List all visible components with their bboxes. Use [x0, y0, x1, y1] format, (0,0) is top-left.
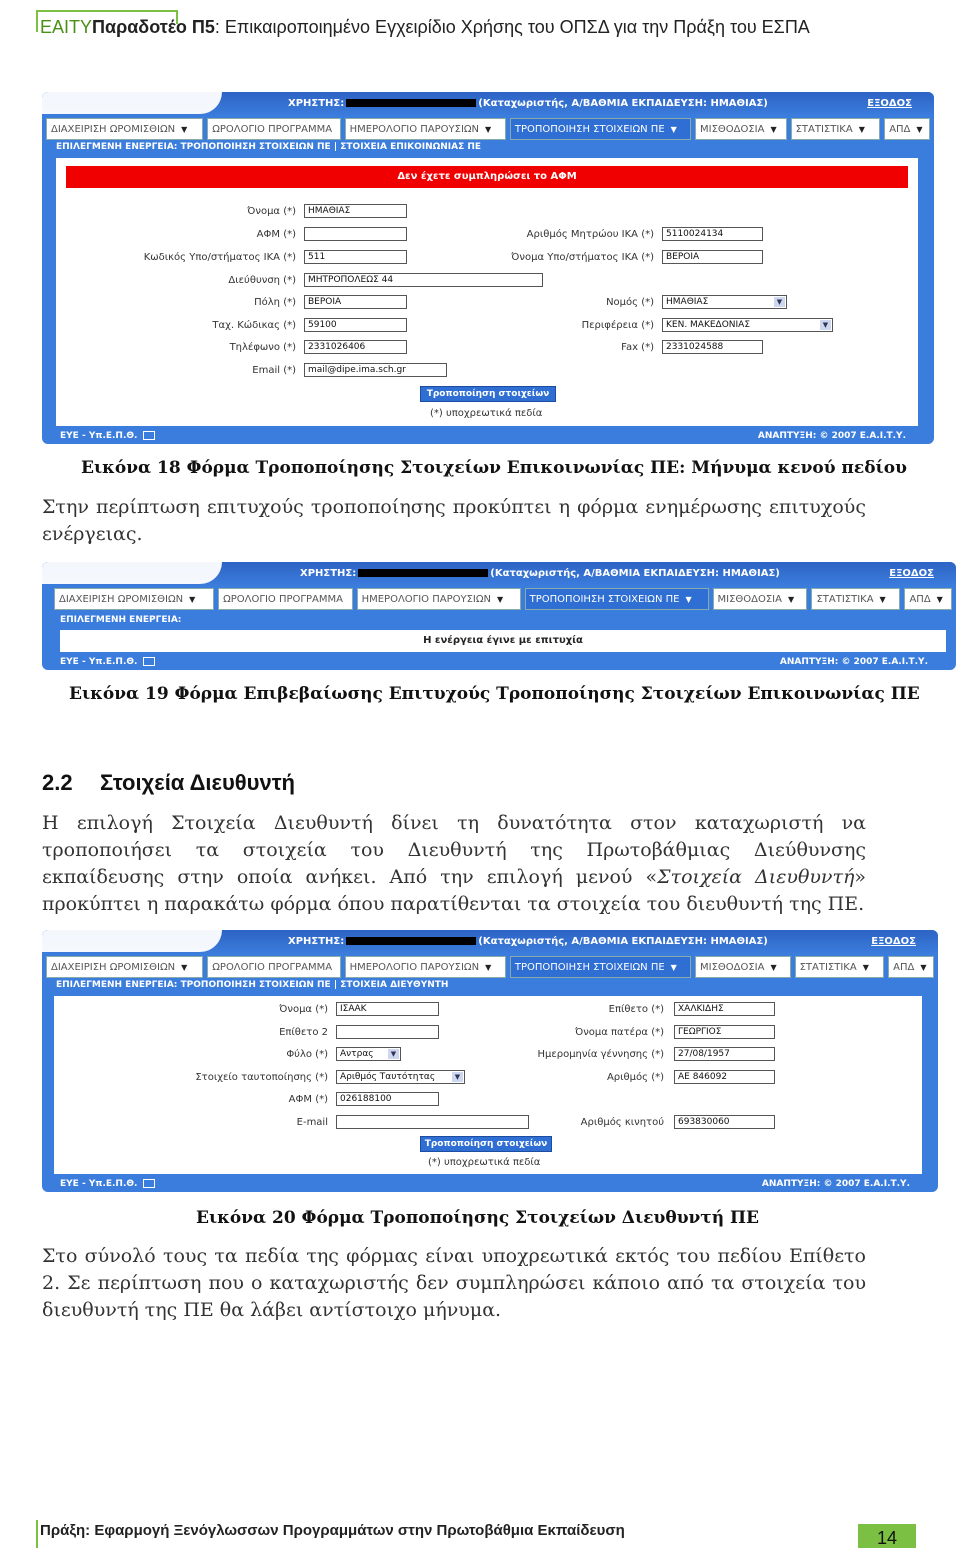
menu-label: ΜΙΣΘΟΔΟΣΙΑ: [700, 123, 765, 135]
main-menu: [46, 956, 934, 978]
user-prefix: ΧΡΗΣΤΗΣ:: [300, 568, 357, 579]
paragraph-2: [42, 810, 866, 918]
redacted-username: [346, 937, 476, 945]
paragraph-2-text-b: » προκύπτει η παρακάτω φόρμα όπου παρατίθενται τα στοιχεία του διευθυντή της ΠΕ.: [42, 866, 866, 915]
page-header: [40, 16, 870, 38]
footer-right: ΑΝΑΠΤΥΞΗ: © 2007 Ε.Α.Ι.Τ.Υ.: [757, 431, 906, 441]
header-rule: [36, 10, 178, 12]
exit-link[interactable]: ΕΞΟΔΟΣ: [889, 568, 934, 579]
father-name-field[interactable]: ΓΕΩΡΓΙΟΣ: [674, 1025, 775, 1039]
footer-rule: [36, 1520, 38, 1548]
paragraph-1: Στην περίπτωση επιτυχούς τροποποίησης προκύπτει η φόρμα ενημέρωσης επιτυχούς ενέργειας.: [42, 496, 866, 545]
figure-20-caption: Εικόνα 20 Φόρμα Τροποποίησης Στοιχείων Διευθυντή ΠΕ: [196, 1208, 760, 1228]
field-label: Κωδικός Υπο/στήματος ΙΚΑ (*): [143, 252, 296, 263]
field-label: Διεύθυνση (*): [228, 275, 296, 286]
user-role: (Καταχωριστής, Α/ΒΑΘΜΙΑ ΕΚΠΑΙΔΕΥΣΗ: ΗΜΑΘΙΑΣ): [478, 98, 768, 109]
field-label: Επίθετο 2: [279, 1027, 328, 1038]
user-info: [288, 98, 768, 109]
header-org: ΕΑΙΤΥ: [40, 17, 93, 37]
field-label: Όνομα (*): [279, 1004, 328, 1015]
menu-label: ΩΡΟΛΟΓΙΟ ΠΡΟΓΡΑΜΜΑ: [212, 123, 333, 135]
footer-left-text: ΕΥΕ - Υπ.Ε.Π.Θ.: [60, 431, 138, 441]
menu-label: ΜΙΣΘΟΔΟΣΙΑ: [717, 593, 782, 605]
chevron-down-icon: ▼: [181, 124, 188, 134]
select-value: Αντρας: [340, 1049, 374, 1059]
user-role: (Καταχωριστής, Α/ΒΑΘΜΙΑ ΕΚΠΑΙΔΕΥΣΗ: ΗΜΑΘΙΑΣ): [478, 936, 768, 947]
menu-label: ΤΡΟΠΟΠΟΙΗΣΗ ΣΤΟΙΧΕΙΩΝ ΠΕ: [514, 123, 665, 135]
figure-19-screenshot: [42, 562, 956, 670]
selected-action: ΕΠΙΛΕΓΜΕΝΗ ΕΝΕΡΓΕΙΑ:: [60, 615, 182, 625]
figure-19-caption: Εικόνα 19 Φόρμα Επιβεβαίωσης Επιτυχούς Τροποποίησης Στοιχείων Επικοινωνίας ΠΕ: [69, 684, 920, 704]
chevron-down-icon: ▼: [820, 320, 831, 330]
menu-label: ΤΡΟΠΟΠΟΙΗΣΗ ΣΤΟΙΧΕΙΩΝ ΠΕ: [529, 593, 680, 605]
field-label: Email (*): [252, 365, 296, 376]
select-value: Αριθμός Ταυτότητας: [340, 1072, 436, 1082]
prefecture-select[interactable]: [662, 295, 787, 309]
menu-label: ΣΤΑΤΙΣΤΙΚΑ: [799, 961, 857, 973]
ika-registry-field[interactable]: 5110024134: [662, 227, 763, 241]
submit-button[interactable]: Τροποποίηση στοιχείων: [420, 386, 556, 402]
menu-item-payroll[interactable]: [713, 588, 808, 610]
chevron-down-icon: ▼: [920, 962, 927, 972]
chevron-down-icon: ▼: [936, 594, 943, 604]
email-field[interactable]: mail@dipe.ima.sch.gr: [304, 363, 447, 377]
menu-item-apd[interactable]: [884, 118, 930, 140]
menu-item-hourly[interactable]: [46, 956, 203, 978]
field-label: Αριθμός Μητρώου ΙΚΑ (*): [526, 229, 654, 240]
header-deliverable: Παραδοτέο Π5: [92, 17, 215, 37]
form-area: [56, 158, 918, 426]
paragraph-3: Στο σύνολό τους τα πεδία της φόρμας είναι υποχρεωτικά εκτός του πεδίου Επίθετο 2. Σε περίπτωση που ο καταχωριστής δεν συμπληρώσει κάποιο από τα στοιχεία του διευθυντή της ΠΕ θα λάβει αντίστοιχο μήνυμα.: [42, 1245, 866, 1321]
surname-field[interactable]: ΧΑΛΚΙΔΗΣ: [674, 1002, 775, 1016]
app-logo-swoosh: [42, 562, 222, 584]
afm-field[interactable]: 026188100: [336, 1092, 439, 1106]
chevron-down-icon: ▼: [485, 124, 492, 134]
menu-item-timetable[interactable]: [207, 118, 340, 140]
menu-item-attendance[interactable]: [345, 118, 506, 140]
header-rule: [36, 10, 38, 32]
menu-label: ΔΙΑΧΕΙΡΙΣΗ ΩΡΟΜΙΣΘΙΩΝ: [59, 593, 184, 605]
chevron-down-icon: ▼: [452, 1072, 463, 1082]
form-area: [54, 996, 922, 1174]
menu-label: ΩΡΟΛΟΓΙΟ ΠΡΟΓΡΑΜΜΑ: [212, 961, 333, 973]
region-select[interactable]: [662, 318, 833, 332]
zip-field[interactable]: 59100: [304, 318, 407, 332]
chevron-down-icon: ▼: [770, 962, 777, 972]
field-label: Περιφέρεια (*): [581, 320, 654, 331]
selected-action: ΕΠΙΛΕΓΜΕΝΗ ΕΝΕΡΓΕΙΑ: ΤΡΟΠΟΠΟΙΗΣΗ ΣΤΟΙΧΕΙΩΝ ΠΕ | ΣΤΟΙΧΕΙΑ ΔΙΕΥΘΥΝΤΗ: [56, 980, 449, 990]
chevron-down-icon: ▼: [181, 962, 188, 972]
menu-label: ΔΙΑΧΕΙΡΙΣΗ ΩΡΟΜΙΣΘΙΩΝ: [51, 123, 176, 135]
user-info: [288, 936, 768, 947]
field-label: Νομός (*): [606, 297, 654, 308]
menu-item-statistics[interactable]: [811, 588, 900, 610]
footer-left-text: ΕΥΕ - Υπ.Ε.Π.Θ.: [60, 657, 138, 667]
footer-right: ΑΝΑΠΤΥΞΗ: © 2007 Ε.Α.Ι.Τ.Υ.: [761, 1179, 910, 1189]
menu-item-timetable[interactable]: [207, 956, 340, 978]
menu-item-attendance[interactable]: [345, 956, 506, 978]
chevron-down-icon: ▼: [670, 962, 677, 972]
success-message: Η ενέργεια έγινε με επιτυχία: [60, 630, 946, 652]
chevron-down-icon: ▼: [879, 594, 886, 604]
fax-field[interactable]: 2331024588: [662, 340, 763, 354]
figure-18-screenshot: [42, 92, 934, 444]
surname2-field[interactable]: [336, 1025, 439, 1039]
select-value: ΚΕΝ. ΜΑΚΕΔΟΝΙΑΣ: [666, 320, 751, 330]
chevron-down-icon: ▼: [189, 594, 196, 604]
menu-item-modify-pe[interactable]: [525, 588, 709, 610]
field-label: Ημερομηνία γέννησης (*): [537, 1049, 664, 1060]
menu-label: ΣΤΑΤΙΣΤΙΚΑ: [816, 593, 874, 605]
envelope-icon[interactable]: [143, 1179, 155, 1188]
paragraph-2-text-a: Η επιλογή Στοιχεία Διευθυντή δίνει τη δυνατότητα στον καταχωριστή να τροποποιήσει τα στοιχεία του Διευθυντή της Πρωτοβάθμιας Διεύθυνσης εκπαίδευσης στην οποία ανήκει. Από την επιλογή μενού «: [42, 812, 866, 888]
menu-item-statistics[interactable]: [795, 956, 885, 978]
first-name-field[interactable]: ΙΣΑΑΚ: [336, 1002, 439, 1016]
chevron-down-icon: ▼: [862, 962, 869, 972]
chevron-down-icon: ▼: [485, 962, 492, 972]
chevron-down-icon: ▼: [685, 594, 692, 604]
required-note: (*) υποχρεωτικά πεδία: [428, 1157, 541, 1168]
footer-right: ΑΝΑΠΤΥΞΗ: © 2007 Ε.Α.Ι.Τ.Υ.: [779, 657, 928, 667]
app-logo-swoosh: [42, 92, 222, 114]
figure-18-caption: Εικόνα 18 Φόρμα Τροποποίησης Στοιχείων Επικοινωνίας ΠΕ: Μήνυμα κενού πεδίου: [81, 458, 907, 478]
chevron-down-icon: ▼: [388, 1049, 399, 1059]
field-label: Όνομα (*): [247, 206, 296, 217]
field-label: Όνομα Υπο/στήματος ΙΚΑ (*): [511, 252, 654, 263]
menu-item-statistics[interactable]: [791, 118, 881, 140]
gender-select[interactable]: [336, 1047, 401, 1061]
envelope-icon[interactable]: [143, 431, 155, 440]
chevron-down-icon: ▼: [770, 124, 777, 134]
user-prefix: ΧΡΗΣΤΗΣ:: [288, 98, 345, 109]
field-label: Επίθετο (*): [608, 1004, 664, 1015]
envelope-icon[interactable]: [143, 657, 155, 666]
menu-item-apd[interactable]: [904, 588, 952, 610]
field-label: Ταχ. Κώδικας (*): [212, 320, 296, 331]
menu-label: ΤΡΟΠΟΠΟΙΗΣΗ ΣΤΟΙΧΕΙΩΝ ΠΕ: [514, 961, 665, 973]
field-label: ΑΦΜ (*): [288, 1094, 328, 1105]
menu-label: ΗΜΕΡΟΛΟΓΙΟ ΠΑΡΟΥΣΙΩΝ: [349, 123, 480, 135]
menu-label: ΑΠΔ: [893, 961, 915, 973]
main-menu: [46, 118, 930, 140]
header-title: : Επικαιροποιημένο Εγχειρίδιο Χρήσης του ΟΠΣΔ για την Πράξη του ΕΣΠΑ: [214, 17, 810, 37]
exit-link[interactable]: ΕΞΟΔΟΣ: [867, 98, 912, 109]
menu-item-payroll[interactable]: [695, 956, 791, 978]
user-role: (Καταχωριστής, Α/ΒΑΘΜΙΑ ΕΚΠΑΙΔΕΥΣΗ: ΗΜΑΘΙΑΣ): [490, 568, 780, 579]
page-footer: Πράξη: Εφαρμογή Ξενόγλωσσων Προγραμμάτων στην Πρωτοβάθμια Εκπαίδευση: [40, 1522, 625, 1539]
required-note: (*) υποχρεωτικά πεδία: [430, 408, 543, 419]
selected-action: ΕΠΙΛΕΓΜΕΝΗ ΕΝΕΡΓΕΙΑ: ΤΡΟΠΟΠΟΙΗΣΗ ΣΤΟΙΧΕΙΩΝ ΠΕ | ΣΤΟΙΧΕΙΑ ΕΠΙΚΟΙΝΩΝΙΑΣ ΠΕ: [56, 142, 482, 152]
field-label: Πόλη (*): [254, 297, 296, 308]
menu-label: ΔΙΑΧΕΙΡΙΣΗ ΩΡΟΜΙΣΘΙΩΝ: [51, 961, 176, 973]
ika-code-field[interactable]: 511: [304, 250, 407, 264]
menu-label: ΩΡΟΛΟΓΙΟ ΠΡΟΓΡΑΜΜΑ: [223, 593, 343, 605]
redacted-username: [346, 99, 476, 107]
user-info: [300, 568, 780, 579]
id-type-select[interactable]: [336, 1070, 465, 1084]
chevron-down-icon: ▼: [497, 594, 504, 604]
birthdate-field[interactable]: 27/08/1957: [674, 1047, 775, 1061]
chevron-down-icon: ▼: [774, 297, 785, 307]
chevron-down-icon: ▼: [670, 124, 677, 134]
first-name-field[interactable]: ΗΜΑΘΙΑΣ: [304, 204, 407, 218]
menu-label: ΣΤΑΤΙΣΤΙΚΑ: [795, 123, 853, 135]
chevron-down-icon: ▼: [858, 124, 865, 134]
menu-item-hourly[interactable]: [54, 588, 214, 610]
footer-left: [60, 1179, 155, 1189]
section-heading: [42, 770, 295, 796]
user-prefix: ΧΡΗΣΤΗΣ:: [288, 936, 345, 947]
id-number-field[interactable]: ΑΕ 846092: [674, 1070, 775, 1084]
footer-left: [60, 657, 155, 667]
menu-label: ΗΜΕΡΟΛΟΓΙΟ ΠΑΡΟΥΣΙΩΝ: [361, 593, 491, 605]
menu-item-modify-pe[interactable]: [510, 118, 691, 140]
menu-label: ΑΠΔ: [889, 123, 911, 135]
exit-link[interactable]: ΕΞΟΔΟΣ: [871, 936, 916, 947]
field-label: ΑΦΜ (*): [256, 229, 296, 240]
submit-button[interactable]: Τροποποίηση στοιχείων: [420, 1136, 552, 1152]
ika-branch-field[interactable]: ΒΕΡΟΙΑ: [662, 250, 763, 264]
menu-label: ΜΙΣΘΟΔΟΣΙΑ: [700, 961, 765, 973]
figure-20-screenshot: [42, 930, 938, 1192]
menu-item-attendance[interactable]: [357, 588, 521, 610]
menu-label: ΑΠΔ: [909, 593, 931, 605]
address-field[interactable]: ΜΗΤΡΟΠΟΛΕΩΣ 44: [304, 273, 543, 287]
menu-item-apd[interactable]: [888, 956, 934, 978]
paragraph-2-italic: Στοιχεία Διευθυντή: [657, 866, 855, 888]
afm-field[interactable]: [304, 227, 407, 241]
footer-left: [60, 431, 155, 441]
app-logo-swoosh: [42, 930, 222, 952]
page-number: 14: [858, 1524, 916, 1548]
menu-item-hourly[interactable]: [46, 118, 203, 140]
field-label: Όνομα πατέρα (*): [575, 1027, 664, 1038]
field-label: E-mail: [296, 1117, 328, 1128]
error-message: Δεν έχετε συμπληρώσει το ΑΦΜ: [66, 166, 908, 188]
section-number: 2.2: [42, 770, 73, 795]
footer-left-text: ΕΥΕ - Υπ.Ε.Π.Θ.: [60, 1179, 138, 1189]
select-value: ΗΜΑΘΙΑΣ: [666, 297, 709, 307]
redacted-username: [358, 569, 488, 577]
main-menu: [54, 588, 952, 610]
field-label: Fax (*): [621, 342, 654, 353]
city-field[interactable]: ΒΕΡΟΙΑ: [304, 295, 407, 309]
menu-item-modify-pe[interactable]: [510, 956, 691, 978]
chevron-down-icon: ▼: [787, 594, 795, 604]
field-label: Φύλο (*): [286, 1049, 328, 1060]
chevron-down-icon: ▼: [916, 124, 923, 134]
menu-item-payroll[interactable]: [695, 118, 787, 140]
section-title: Στοιχεία Διευθυντή: [100, 770, 295, 795]
mobile-field[interactable]: 693830060: [674, 1115, 775, 1129]
field-label: Στοιχείο ταυτοποίησης (*): [195, 1072, 328, 1083]
field-label: Τηλέφωνο (*): [229, 342, 296, 353]
field-label: Αριθμός κινητού: [580, 1117, 664, 1128]
menu-label: ΗΜΕΡΟΛΟΓΙΟ ΠΑΡΟΥΣΙΩΝ: [349, 961, 480, 973]
phone-field[interactable]: 2331026406: [304, 340, 407, 354]
menu-item-timetable[interactable]: [218, 588, 352, 610]
field-label: Αριθμός (*): [606, 1072, 664, 1083]
